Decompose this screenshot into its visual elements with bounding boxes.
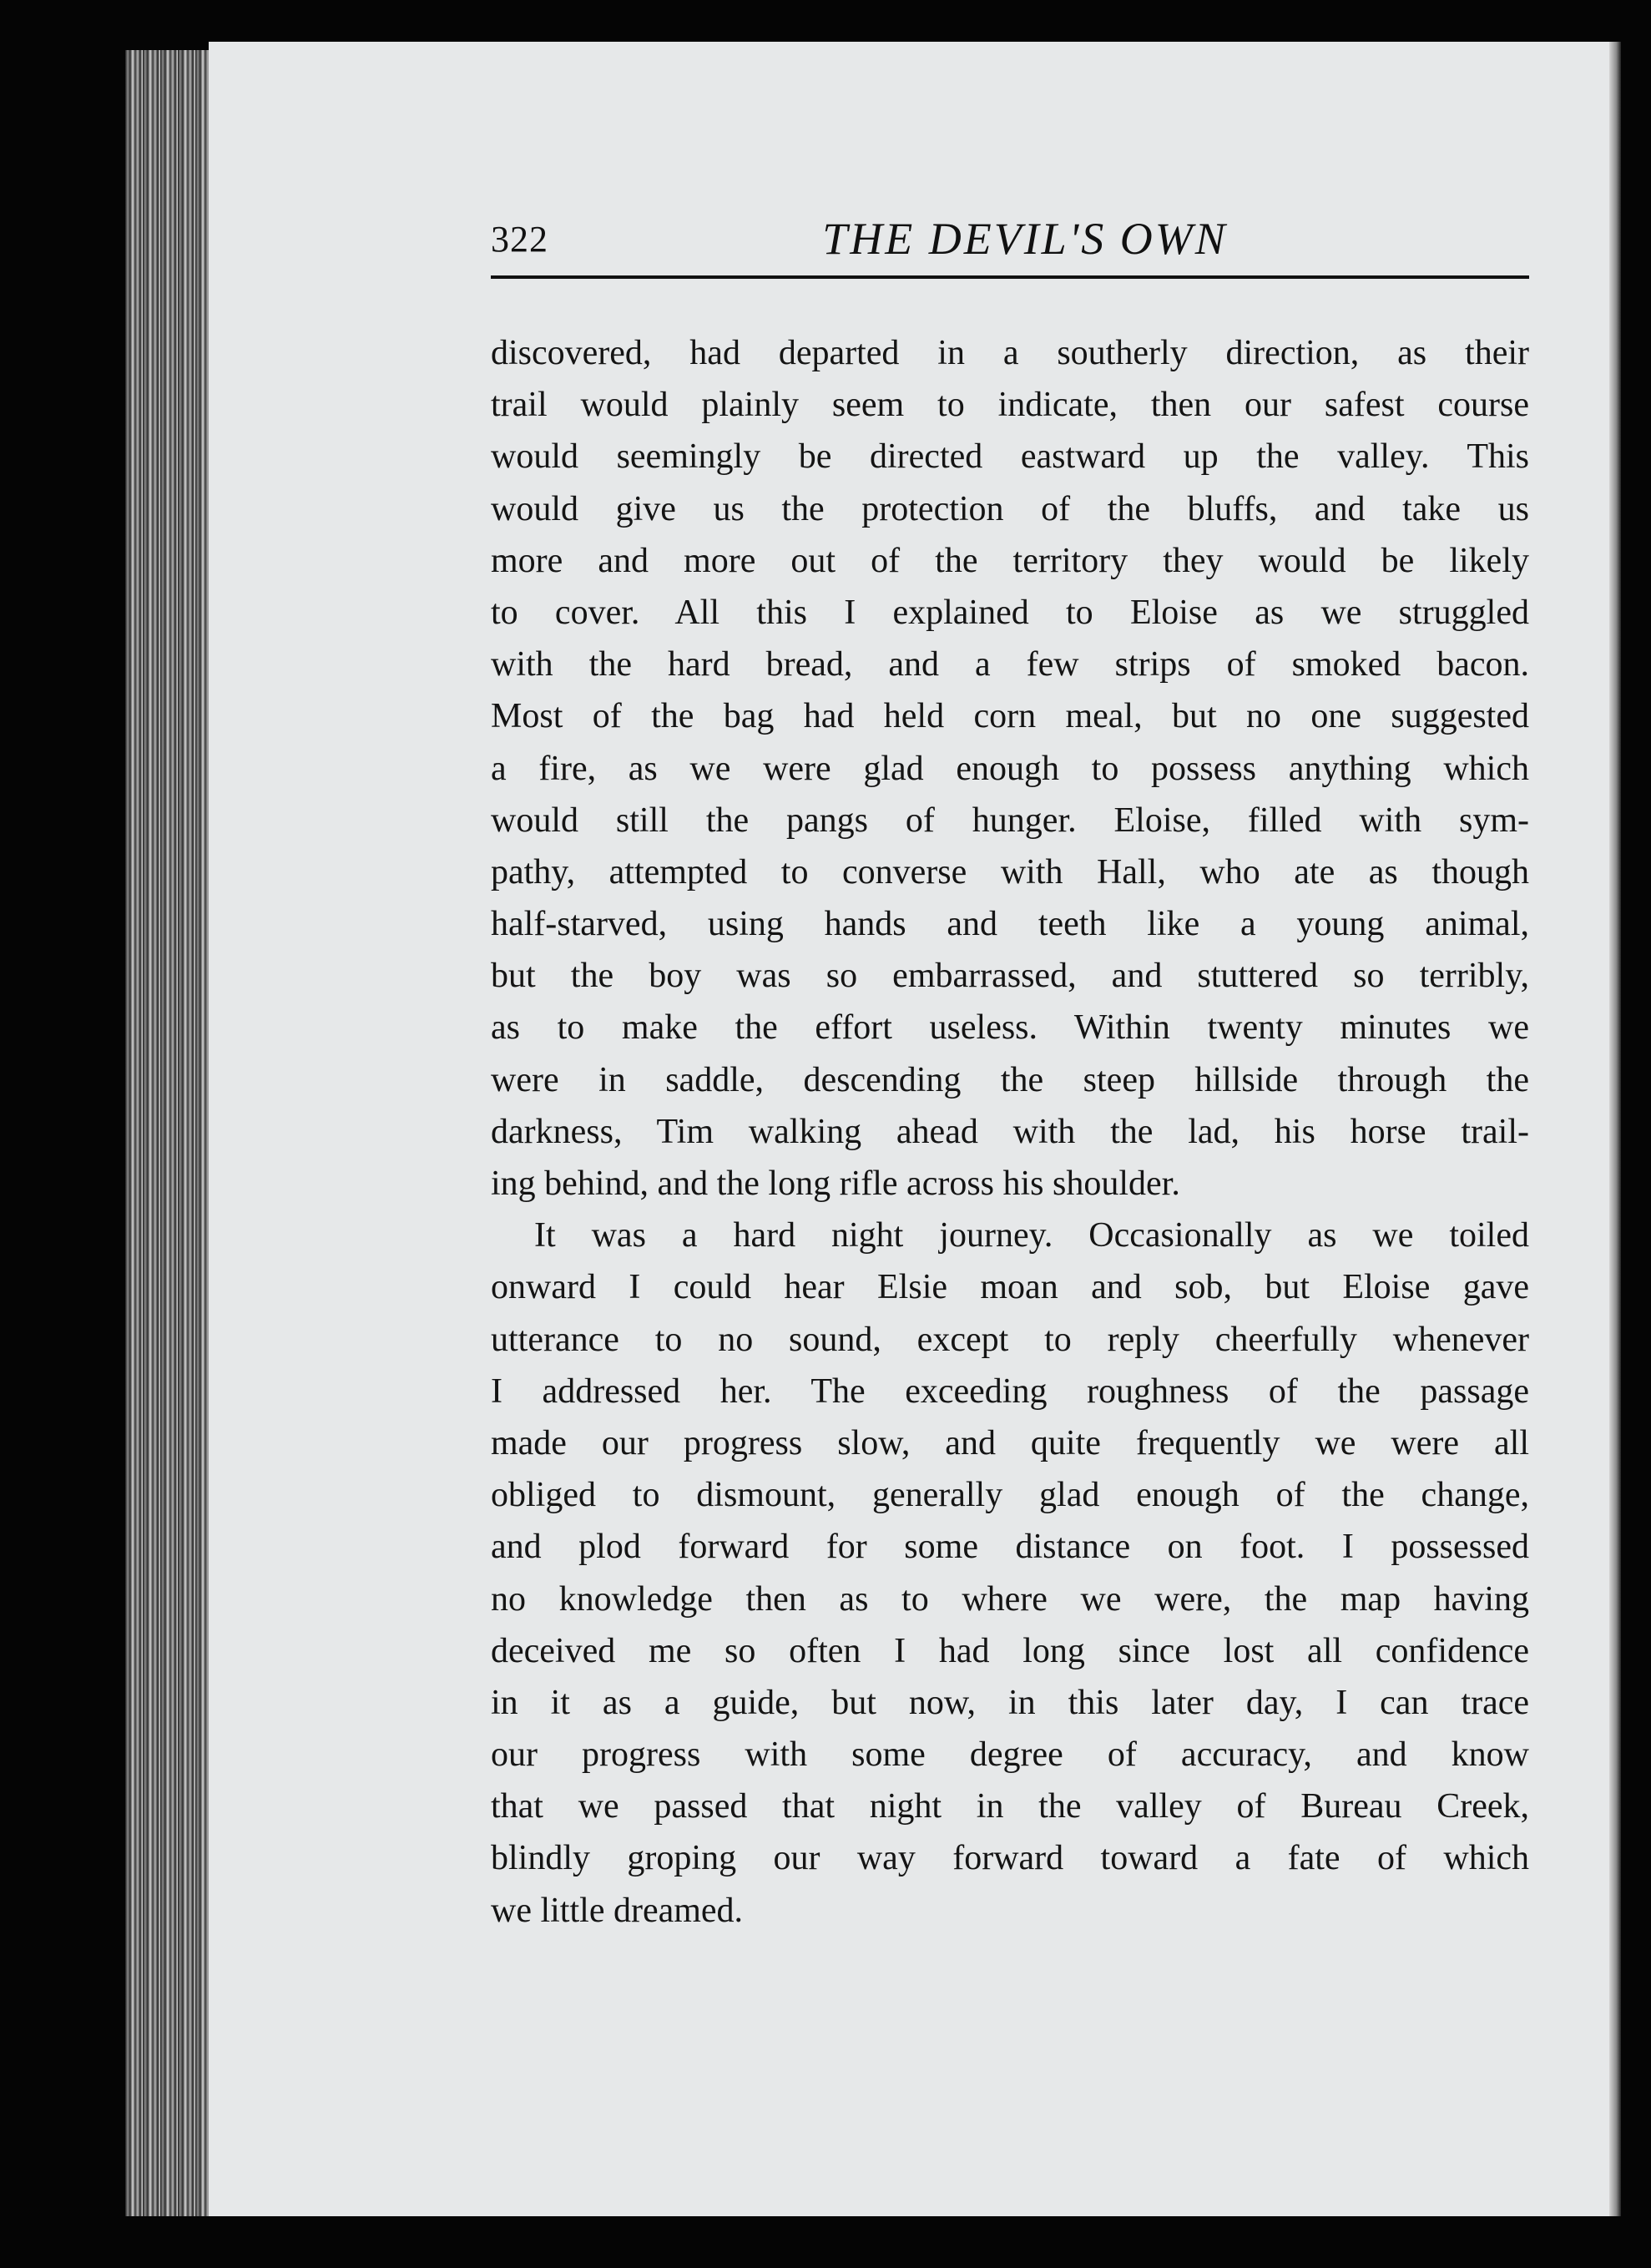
text-line: utterance to no sound, except to reply cheerfully whenever <box>491 1320 1529 1359</box>
text-line: pathy, attempted to converse with Hall, who ate as though <box>491 852 1529 892</box>
text-line: ing behind, and the long rifle across his shoulder. <box>491 1164 1180 1203</box>
text-line: but the boy was so embarrassed, and stuttered so terribly, <box>491 957 1529 996</box>
text-line: would seemingly be directed eastward up the valley. This <box>491 437 1529 477</box>
text-line: would still the pangs of hunger. Eloise, filled with sym- <box>491 801 1529 840</box>
text-line: discovered, had departed in a southerly direction, as their <box>491 334 1529 372</box>
page-number: 322 <box>491 219 548 260</box>
header-rule <box>491 275 1529 279</box>
text-line: a fire, as we were glad enough to possess anything which <box>491 749 1529 788</box>
text-line: no knowledge then as to where we were, the map having <box>491 1579 1529 1619</box>
text-line: as to make the effort useless. Within twenty minutes we <box>491 1008 1529 1048</box>
page-edge <box>1609 42 1621 2216</box>
text-line: in it as a guide, but now, in this later day, I can trace <box>491 1683 1529 1722</box>
text-line: Most of the bag had held corn meal, but no one suggested <box>491 697 1529 736</box>
text-line: our progress with some degree of accuracy, and know <box>491 1735 1529 1775</box>
text-line: made our progress slow, and quite frequently we were all <box>491 1423 1529 1462</box>
text-line: blindly groping our way forward toward a fate of which <box>491 1839 1529 1878</box>
body-text <box>491 327 1529 1937</box>
text-line: obliged to dismount, generally glad enough of the change, <box>491 1476 1529 1515</box>
book-binding-edge <box>125 50 213 2216</box>
running-title: THE DEVIL'S OWN <box>822 214 1228 264</box>
text-line: would give us the protection of the bluffs, and take us <box>491 489 1529 528</box>
page-header <box>491 213 1529 280</box>
text-line: more and more out of the territory they would be likely <box>491 541 1529 580</box>
text-line: we little dreamed. <box>491 1891 744 1930</box>
text-line: with the hard bread, and a few strips of smoked bacon. <box>491 645 1529 684</box>
paragraph <box>491 327 1529 1210</box>
text-line: trail would plainly seem to indicate, then our safest course <box>491 386 1529 425</box>
text-line: that we passed that night in the valley of Bureau Creek, <box>491 1787 1529 1826</box>
text-line: onward I could hear Elsie moan and sob, but Eloise gave <box>491 1268 1529 1307</box>
text-line: deceived me so often I had long since lost all confidence <box>491 1631 1529 1670</box>
text-line: darkness, Tim walking ahead with the lad, his horse trail- <box>491 1112 1529 1151</box>
text-line: to cover. All this I explained to Eloise as we struggled <box>491 593 1529 632</box>
text-line: were in saddle, descending the steep hillside through the <box>491 1060 1529 1099</box>
text-line: half-starved, using hands and teeth like a young animal, <box>491 905 1529 944</box>
text-line: and plod forward for some distance on foot. I possessed <box>491 1528 1529 1567</box>
text-line: I addressed her. The exceeding roughness of the passage <box>491 1371 1529 1411</box>
paragraph <box>491 1210 1529 1937</box>
text-line: It was a hard night journey. Occasionally as we toiled <box>534 1216 1529 1255</box>
